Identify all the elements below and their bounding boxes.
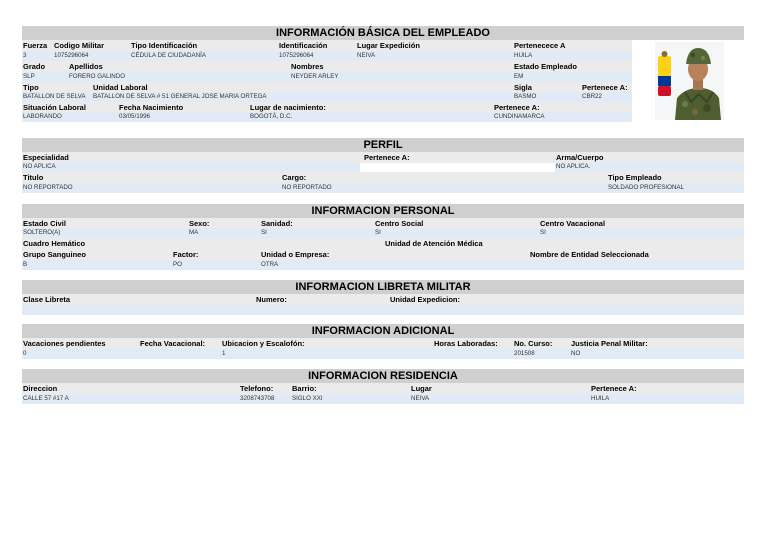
value-tipo-identificacion: CÉDULA DE CIUDADANÍA	[131, 52, 206, 59]
label-nombre-entidad: Nombre de Entidad Seleccionada	[530, 250, 649, 259]
value-grado: SLP	[23, 73, 35, 80]
label-clase-libreta: Clase Libreta	[23, 295, 71, 304]
value-row	[22, 228, 744, 238]
value-sigla: BASMO	[514, 93, 537, 100]
label-nombres: Nombres	[291, 62, 324, 71]
value-cargo: NO REPORTADO	[282, 184, 332, 191]
value-codigo-militar: 1075296064	[54, 52, 89, 59]
value-ubicacion-escalofon: 1	[222, 350, 226, 357]
value-identificacion: 1075296064	[279, 52, 314, 59]
value-fecha-nacimiento: 03/05/1996	[119, 113, 150, 120]
label-tipo: Tipo	[23, 83, 39, 92]
label-pertenece: Pertenece A:	[364, 153, 410, 162]
label-cargo: Cargo:	[282, 173, 307, 182]
value-unidad-empresa: OTRA	[261, 261, 279, 268]
value-row	[22, 394, 744, 404]
value-centro-social: SI	[375, 229, 381, 236]
label-lugar-nacimiento: Lugar de nacimiento:	[250, 103, 326, 112]
value-no-curso: 201508	[514, 350, 535, 357]
label-factor: Factor:	[173, 250, 199, 259]
label-situacion-laboral: Situación Laboral	[23, 103, 86, 112]
label-centro-social: Centro Social	[375, 219, 424, 228]
value-estado-civil: SOLTERO(A)	[23, 229, 61, 236]
value-vacaciones-pendientes: 0	[23, 350, 27, 357]
value-lugar-nacimiento: BOGOTÁ, D.C.	[250, 113, 293, 120]
label-telefono: Telefono:	[240, 384, 274, 393]
value-row	[22, 349, 744, 359]
section-libreta-title: INFORMACION LIBRETA MILITAR	[22, 280, 744, 294]
label-vacaciones-pendientes: Vacaciones pendientes	[23, 339, 106, 348]
value-fuerza: 3	[23, 52, 27, 59]
label-especialidad: Especialidad	[23, 153, 69, 162]
label-arma-cuerpo: Arma/Cuerpo	[556, 153, 604, 162]
section-basic-title: INFORMACIÓN BÁSICA DEL EMPLEADO	[22, 26, 744, 40]
value-factor: PO	[173, 261, 182, 268]
label-justicia-penal: Justicia Penal Militar:	[571, 339, 648, 348]
label-pertenece: Pertenece A:	[591, 384, 637, 393]
label-horas-laboradas: Horas Laboradas:	[434, 339, 498, 348]
label-apellidos: Apellidos	[69, 62, 103, 71]
label-numero: Numero:	[256, 295, 287, 304]
label-unidad-atencion-medica: Unidad de Atención Médica	[385, 239, 483, 248]
value-pertenece: HUILA	[591, 395, 610, 402]
label-centro-vacacional: Centro Vacacional	[540, 219, 606, 228]
value-tipo-empleado: SOLDADO PROFESIONAL	[608, 184, 684, 191]
soldier-photo	[655, 42, 724, 120]
label-identificacion: Identificación	[279, 41, 328, 50]
value-pertenece: HUILA	[514, 52, 533, 59]
value-cell	[22, 162, 360, 172]
label-grado: Grado	[23, 62, 46, 71]
value-pertenece-2: CBR22	[582, 93, 602, 100]
value-sexo: MA	[189, 229, 199, 236]
value-row	[22, 51, 632, 61]
label-fuerza: Fuerza	[23, 41, 48, 50]
value-pertenece-3: CUNDINAMARCA	[494, 113, 545, 120]
label-sanidad: Sanidad:	[261, 219, 293, 228]
label-tipo-empleado: Tipo Empleado	[608, 173, 662, 182]
value-telefono: 3208743708	[240, 395, 275, 402]
label-barrio: Barrio:	[292, 384, 317, 393]
value-especialidad: NO APLICA	[23, 163, 56, 170]
value-situacion-laboral: LABORANDO	[23, 113, 62, 120]
label-ubicacion-escalofon: Ubicacion y Escalofón:	[222, 339, 305, 348]
value-titulo: NO REPORTADO	[23, 184, 73, 191]
label-unidad-laboral: Unidad Laboral	[93, 83, 148, 92]
label-lugar: Lugar	[411, 384, 432, 393]
label-pertenece: Pertenecece A	[514, 41, 566, 50]
section-perfil-title: PERFIL	[22, 138, 744, 152]
value-estado-empleado: EM	[514, 73, 524, 80]
value-row	[22, 305, 744, 315]
label-fecha-vacacional: Fecha Vacacional:	[140, 339, 206, 348]
value-centro-vacacional: SI	[540, 229, 546, 236]
value-lugar: NEIVA	[411, 395, 430, 402]
value-arma-cuerpo: NO APLICA.	[556, 163, 591, 170]
value-nombres: NEYDER ARLEY	[291, 73, 339, 80]
label-direccion: Direccion	[23, 384, 58, 393]
value-lugar-expedicion: NEIVA	[357, 52, 376, 59]
value-tipo: BATALLON DE SELVA	[23, 93, 86, 100]
label-estado-civil: Estado Civil	[23, 219, 66, 228]
label-grupo-sanguineo: Grupo Sanguineo	[23, 250, 86, 259]
section-residencia-title: INFORMACION RESIDENCIA	[22, 369, 744, 383]
value-row	[22, 260, 744, 270]
value-grupo-sanguineo: B	[23, 261, 28, 268]
value-apellidos: FORERO GALINDO	[69, 73, 126, 80]
label-tipo-identificacion: Tipo Identificación	[131, 41, 198, 50]
label-titulo: Titulo	[23, 173, 44, 182]
label-lugar-expedicion: Lugar Expedición	[357, 41, 420, 50]
label-fecha-nacimiento: Fecha Nacimiento	[119, 103, 184, 112]
label-sigla: Sigla	[514, 83, 532, 92]
value-unidad-laboral: BATALLON DE SELVA # 51 GENERAL JOSE MARIA ORTEGA	[93, 93, 267, 100]
label-codigo-militar: Codigo Militar	[54, 41, 104, 50]
colombia-army-crest-icon	[658, 51, 671, 96]
value-justicia-penal: NO	[571, 350, 581, 357]
value-direccion: CALLE 57 #17 A	[23, 395, 69, 402]
label-pertenece-3: Pertenece A:	[494, 103, 540, 112]
section-adicional-title: INFORMACION ADICIONAL	[22, 324, 744, 338]
value-barrio: SIGLO XXI	[292, 395, 323, 402]
label-row	[22, 294, 744, 305]
label-unidad-empresa: Unidad o Empresa:	[261, 250, 330, 259]
value-sanidad: SI	[261, 229, 267, 236]
label-cuadro-hematico: Cuadro Hemático	[23, 239, 86, 248]
section-personal-title: INFORMACION PERSONAL	[22, 204, 744, 218]
label-row	[22, 238, 744, 249]
label-pertenece-2: Pertenece A:	[582, 83, 628, 92]
label-estado-empleado: Estado Empleado	[514, 62, 577, 71]
label-sexo: Sexo:	[189, 219, 210, 228]
label-no-curso: No. Curso:	[514, 339, 553, 348]
label-unidad-expedicion: Unidad Expedicion:	[390, 295, 461, 304]
